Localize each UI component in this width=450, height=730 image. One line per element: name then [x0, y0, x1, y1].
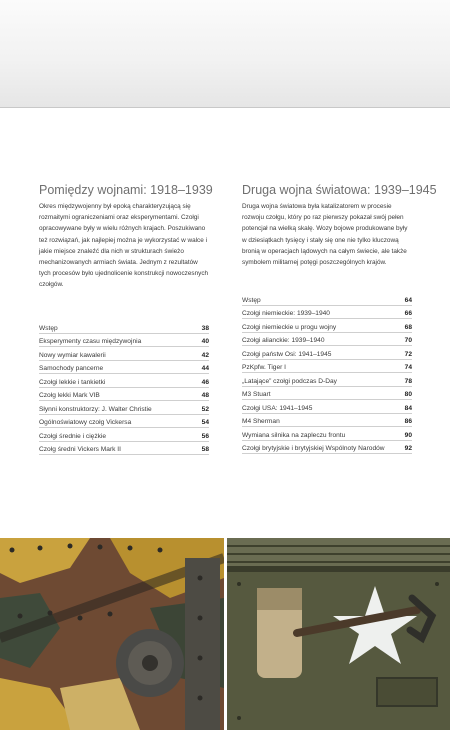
camouflage-tank-photo	[0, 538, 224, 730]
photo-strip	[0, 538, 450, 730]
ww2-toc-row[interactable]	[242, 346, 412, 360]
interwar-toc-row[interactable]	[39, 428, 209, 442]
toc-entry-label: Czołgi brytyjskie i brytyjskiej Wspólnoty Narodów	[242, 445, 385, 452]
toc-entry-label: Samochody pancerne	[39, 365, 104, 372]
section-title-ww2: Druga wojna światowa: 1939–1945	[242, 183, 437, 197]
toc-entry-label: Eksperymenty czasu międzywojnia	[39, 338, 142, 345]
ww2-toc-row[interactable]	[242, 373, 412, 387]
toc-ww2	[242, 292, 412, 454]
interwar-toc-row[interactable]	[39, 334, 209, 348]
toc-page-number: 56	[201, 432, 209, 440]
ww2-toc-row[interactable]	[242, 306, 412, 320]
toc-page-number: 90	[404, 431, 412, 439]
toc-entry-label: Czołgi alianckie: 1939–1940	[242, 337, 325, 344]
ww2-toc-row[interactable]	[242, 292, 412, 306]
ww2-toc-row[interactable]	[242, 427, 412, 441]
interwar-toc-row[interactable]	[39, 347, 209, 361]
ww2-toc-row[interactable]	[242, 333, 412, 347]
toc-entry-label: Wstęp	[39, 324, 58, 332]
toc-page-number: 78	[404, 377, 412, 385]
toc-page-number: 74	[404, 364, 412, 371]
toc-interwar	[39, 320, 209, 455]
toc-entry-label: Nowy wymiar kawalerii	[39, 351, 106, 359]
toc-entry-label: Czołgi średnie i ciężkie	[39, 432, 107, 440]
interwar-toc-row[interactable]	[39, 374, 209, 388]
ww2-toc-row[interactable]	[242, 360, 412, 374]
toc-page-number: 48	[201, 392, 209, 399]
toc-page-number: 44	[201, 365, 209, 372]
ww2-toc-row[interactable]	[242, 400, 412, 414]
ww2-toc-row[interactable]	[242, 414, 412, 428]
interwar-toc-row[interactable]	[39, 361, 209, 375]
toc-entry-label: Czołgi lekkie i tankietki	[39, 378, 106, 386]
toc-page-number: 40	[201, 338, 209, 345]
toc-entry-label: Czołg lekki Mark VIB	[39, 392, 100, 399]
toc-entry-label: Czołgi USA: 1941–1945	[242, 404, 313, 412]
toc-page-number: 84	[404, 404, 412, 412]
toc-entry-label: M3 Stuart	[242, 391, 271, 398]
section-title-interwar: Pomiędzy wojnami: 1918–1939	[39, 183, 213, 197]
toc-entry-label: „Latające” czołgi podczas D-Day	[242, 377, 337, 385]
toc-entry-label: Czołgi niemieckie u progu wojny	[242, 323, 337, 331]
toc-entry-label: Wymiana silnika na zapleczu frontu	[242, 431, 346, 439]
toc-page-number: 80	[404, 391, 412, 398]
toc-page-number: 46	[201, 378, 209, 386]
interwar-toc-row[interactable]	[39, 415, 209, 429]
toc-page-number: 86	[404, 418, 412, 425]
ww2-toc-row[interactable]	[242, 441, 412, 455]
toc-entry-label: Wstęp	[242, 296, 261, 304]
right-section	[242, 183, 437, 268]
toc-page-number: 58	[201, 446, 209, 453]
toc-page-number: 42	[201, 351, 209, 359]
toc-entry-label: M4 Sherman	[242, 418, 280, 425]
interwar-toc-row[interactable]	[39, 320, 209, 334]
interwar-toc-row[interactable]	[39, 442, 209, 456]
section-intro-interwar: Okres międzywojenny był epoką charakteryzującą się rozmaitymi ograniczeniami oraz eksperymentami. Czołgi opracowywane były w wielu różnych krajach. Poszukiwano też rozwiązań, jak najlepiej można je wykorzystać w walce i jakie miejsce znaleźć dla nich w strukturach świeżo mechanizowanych armiach świata. Jednym z rezultatów tych procesów było ujednolicenie konstrukcji nowoczesnych czołgów.	[39, 203, 209, 289]
toc-page-number: 64	[404, 296, 412, 304]
section-intro-ww2: Druga wojna światowa była katalizatorem w procesie rozwoju czołgu, który po raz pierwszy pokazał swój pełen potencjał na wielką skalę. Wozy bojowe produkowane były w dziesiątkach tysięcy i stały się one nie tylko kluczową bronią w operacjach lądowych na całym świecie, ale także symbolem militarnej potęgi poszczególnych krajów.	[242, 203, 408, 267]
toc-page-number: 52	[201, 405, 209, 413]
toc-page-number: 66	[404, 310, 412, 317]
toc-entry-label: Słynni konstruktorzy: J. Walter Christie	[39, 405, 152, 413]
ww2-toc-row[interactable]	[242, 387, 412, 401]
toc-page-number: 54	[201, 419, 209, 426]
toc-entry-label: PzKpfw. Tiger I	[242, 364, 286, 371]
toc-entry-label: Czołgi państw Osi: 1941–1945	[242, 350, 332, 358]
toc-page-number: 92	[404, 445, 412, 452]
header-band	[0, 0, 450, 108]
sherman-tank-photo	[227, 538, 450, 730]
toc-entry-label: Ogólnoświatowy czołg Vickersa	[39, 419, 132, 426]
toc-entry-label: Czołgi niemieckie: 1939–1940	[242, 310, 330, 317]
interwar-toc-row[interactable]	[39, 388, 209, 402]
toc-entry-label: Czołg średni Vickers Mark II	[39, 446, 121, 453]
left-section	[39, 183, 213, 291]
ww2-toc-row[interactable]	[242, 319, 412, 333]
toc-page-number: 70	[404, 337, 412, 344]
toc-page-number: 68	[404, 323, 412, 331]
interwar-toc-row[interactable]	[39, 401, 209, 415]
toc-page-number: 38	[201, 324, 209, 332]
toc-page-number: 72	[404, 350, 412, 358]
